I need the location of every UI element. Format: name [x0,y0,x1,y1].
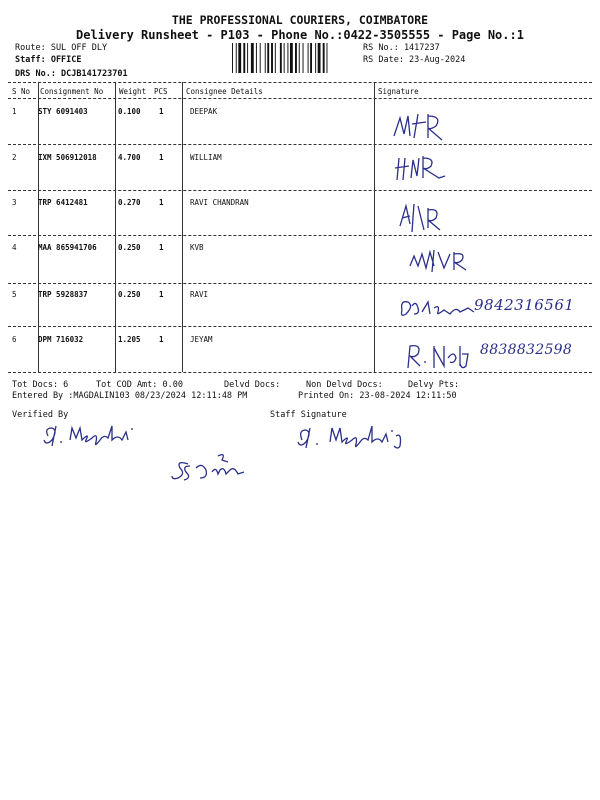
barcode-bar [271,43,273,73]
header-signature: Signature [378,87,419,96]
row-sno: 6 [12,335,17,344]
barcode-bar [303,43,304,73]
row-divider [8,190,592,191]
delivery-points: Delvy Pts: [408,380,460,390]
barcode-bar [310,43,312,73]
rs-number: RS No.: 1417237 [363,43,440,53]
table-header-border [8,98,592,99]
table-bottom-border [8,372,592,373]
row-pcs: 1 [159,153,164,162]
runsheet-title: Delivery Runsheet - P103 - Phone No.:0422-3505555 - Page No.:1 [76,28,524,42]
barcode-bar [247,43,248,73]
total-cod-amount: Tot COD Amt: 0.00 [96,380,183,390]
row-weight: 4.700 [118,153,141,162]
handwritten-phone: 9842316561 [474,296,575,314]
header-sno: S No [12,87,31,96]
row-pcs: 1 [159,198,164,207]
column-divider [115,82,116,372]
barcode [232,43,358,73]
row-consignee: RAVI CHANDRAN [190,198,249,207]
row-consignee: RAVI [190,290,209,299]
row-divider [8,283,592,284]
barcode-bar [256,43,257,73]
barcode-bar [308,43,309,73]
row-sno: 3 [12,198,17,207]
row-consignment: TRP 5928837 [38,290,88,299]
row-consignment: MAA 865941706 [38,243,97,252]
row-consignee: KVB [190,243,204,252]
row-pcs: 1 [159,243,164,252]
barcode-bar [290,43,293,73]
header-consignee: Consignee Details [186,87,263,96]
barcode-bar [287,43,288,73]
barcode-bar [236,43,237,73]
column-divider [38,82,39,372]
non-delivered-docs: Non Delvd Docs: [306,380,383,390]
header-consignment: Consignment No [40,87,104,96]
barcode-bar [265,43,266,73]
handwritten-phone: 8838832598 [480,342,573,358]
staff-label: Staff: OFFICE [15,55,82,65]
column-divider [374,82,375,372]
row-weight: 0.250 [118,243,141,252]
row-sno: 4 [12,243,17,252]
barcode-bar [260,43,261,73]
signature-scribble [396,200,446,234]
barcode-bar [315,43,316,73]
row-divider [8,326,592,327]
barcode-bar [323,43,325,73]
staff-signature-label: Staff Signature [270,410,347,420]
header-pcs: PCS [154,87,168,96]
signature-scribble [398,296,476,322]
row-sno: 5 [12,290,17,299]
row-weight: 1.205 [118,335,141,344]
barcode-bar [318,43,321,73]
row-consignee: JEYAM [190,335,213,344]
signature-scribble [393,152,448,184]
row-sno: 2 [12,153,17,162]
row-weight: 0.100 [118,107,141,116]
company-title: THE PROFESSIONAL COURIERS, COIMBATORE [171,13,429,27]
barcode-bar [299,43,300,73]
barcode-bar [238,43,241,73]
barcode-bar [251,43,254,73]
row-consignee: DEEPAK [190,107,218,116]
printed-on: Printed On: 23-08-2024 12:11:50 [298,391,457,401]
barcode-bar [327,43,328,73]
route-label: Route: SUL OFF DLY [15,43,108,53]
row-consignment: DPM 716032 [38,335,84,344]
barcode-bar [275,43,276,73]
signature-scribble [404,340,480,370]
verifier-signature [42,420,142,450]
row-pcs: 1 [159,107,164,116]
table-top-border [8,82,592,83]
row-pcs: 1 [159,335,164,344]
row-consignment: STY 6091403 [38,107,88,116]
barcode-bar [280,43,282,73]
row-divider [8,144,592,145]
signature-scribble [408,246,470,274]
row-weight: 0.270 [118,198,141,207]
staff-signature [296,420,424,450]
row-pcs: 1 [159,290,164,299]
row-consignee: WILLIAM [190,153,222,162]
drs-number: DRS No.: DCJB141723701 [15,69,128,79]
total-docs: Tot Docs: 6 [12,380,69,390]
signature-scribble [392,110,452,142]
row-sno: 1 [12,107,17,116]
initials-signature [168,448,252,488]
row-weight: 0.250 [118,290,141,299]
column-divider [182,82,183,372]
barcode-bar [284,43,285,73]
row-consignment: IXM 506912018 [38,153,97,162]
barcode-bar [232,43,233,73]
rs-date: RS Date: 23-Aug-2024 [363,55,466,65]
row-divider [8,235,592,236]
row-consignment: TRP 6412481 [38,198,88,207]
barcode-bar [295,43,297,73]
entered-by: Entered By :MAGDALIN103 08/23/2024 12:11:48 PM [12,391,248,401]
header-weight: Weight [119,87,147,96]
barcode-bar [243,43,245,73]
delivered-docs: Delvd Docs: [224,380,281,390]
verified-by-label: Verified By [12,410,69,420]
barcode-bar [267,43,269,73]
